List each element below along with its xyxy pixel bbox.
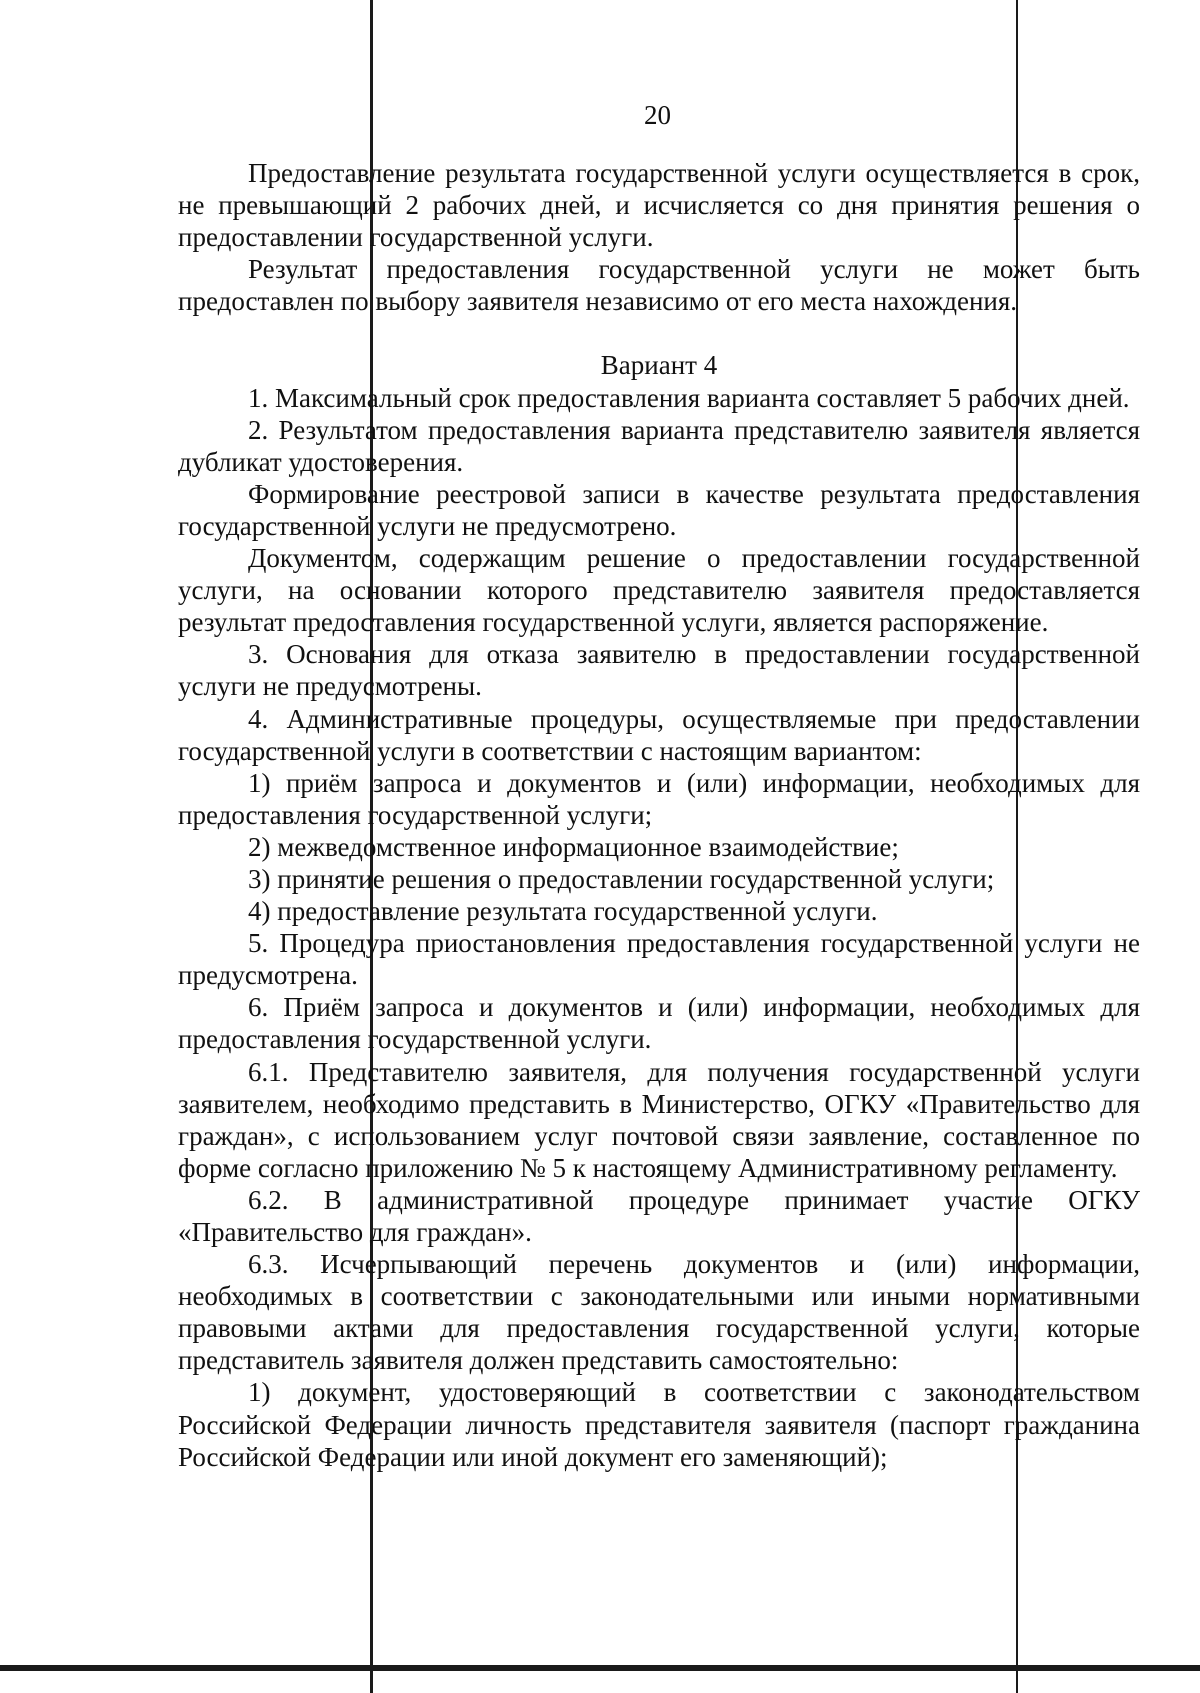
- paragraph: 4. Административные процедуры, осуществляемые при предоставлении государственной услуги в соответствии с настоящим вариантом:: [178, 703, 1140, 766]
- list-item: 2) межведомственное информационное взаимодействие;: [248, 831, 899, 862]
- paragraph: Документом, содержащим решение о предоставлении государственной услуги, на основании которого представителю заявителя предоставляется результат предоставления государственной услуги, является распоряжение.: [178, 543, 1140, 638]
- paragraph: 1. Максимальный срок предоставления варианта составляет 5 рабочих дней.: [248, 382, 1130, 413]
- list-item: 1) документ, удостоверяющий в соответствии с законодательством Российской Федерации личность представителя заявителя (паспорт гражданина Российской Федерации или иной документ его заменяющий);: [178, 1377, 1140, 1472]
- paragraph: 6.3. Исчерпывающий перечень документов и (или) информации, необходимых в соответствии с законодательными или иными нормативными правовыми актами для предоставления государственной услуги, которые представитель заявителя должен представить самостоятельно:: [178, 1249, 1140, 1376]
- paragraph: Предоставление результата государственной услуги осуществляется в срок, не превышающий 2 рабочих дней, и исчисляется со дня принятия решения о предоставлении государственной услуги.: [178, 158, 1140, 253]
- paragraph: Формирование реестровой записи в качестве результата предоставления государственной услуги не предусмотрено.: [178, 478, 1140, 541]
- page-number: 20: [644, 100, 671, 130]
- paragraph: Результат предоставления государственной услуги не может быть предоставлен по выбору заявителя независимо от его места нахождения.: [178, 254, 1140, 317]
- list-item: 1) приём запроса и документов и (или) информации, необходимых для предоставления государственной услуги;: [178, 767, 1140, 830]
- paragraph: 6.2. В административной процедуре принимает участие ОГКУ «Правительство для граждан».: [178, 1184, 1140, 1247]
- paragraph: 3. Основания для отказа заявителю в предоставлении государственной услуги не предусмотрены.: [178, 639, 1140, 702]
- list-item: 4) предоставление результата государственной услуги.: [248, 896, 878, 927]
- paragraph: 6. Приём запроса и документов и (или) информации, необходимых для предоставления государственной услуги.: [178, 992, 1140, 1055]
- document-body: [178, 157, 1140, 1473]
- paragraph: 6.1. Представителю заявителя, для получения государственной услуги заявителем, необходимо представить в Министерство, ОГКУ «Правительство для граждан», с использованием услуг почтовой связи заявление, составленное по форме согласно приложению № 5 к настоящему Административному регламенту.: [178, 1056, 1140, 1183]
- paragraph: 5. Процедура приостановления предоставления государственной услуги не предусмотрена.: [178, 928, 1140, 991]
- section-heading: Вариант 4: [600, 350, 718, 381]
- scan-artifact-bottom-border: [0, 1665, 1200, 1671]
- paragraph: 2. Результатом предоставления варианта представителю заявителя является дубликат удостоверения.: [178, 414, 1140, 477]
- list-item: 3) принятие решения о предоставлении государственной услуги;: [248, 863, 995, 894]
